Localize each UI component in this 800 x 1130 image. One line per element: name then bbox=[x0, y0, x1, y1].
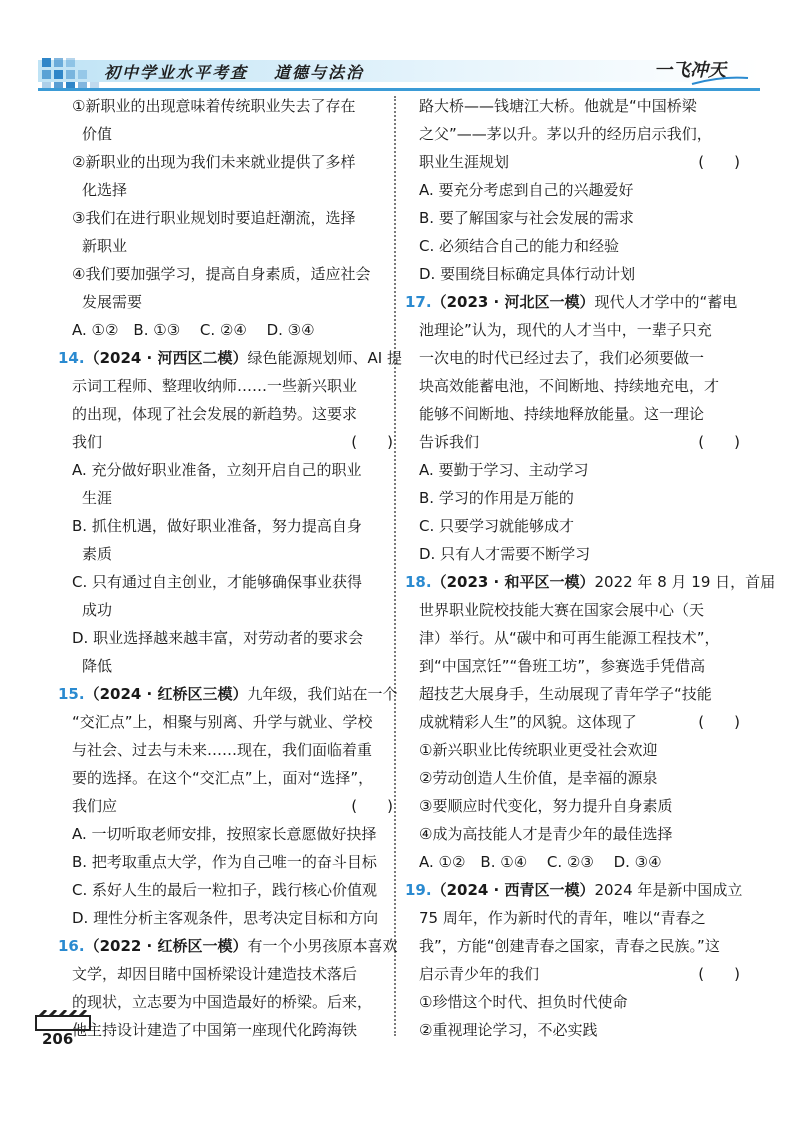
line-text: 绿色能源规划师、AI 提 bbox=[247, 349, 402, 367]
text-line bbox=[82, 596, 393, 624]
page-header bbox=[0, 52, 800, 92]
line-text: 启示青少年的我们 bbox=[419, 965, 540, 983]
text-line bbox=[419, 848, 740, 876]
line-text: 我”，方能“创建青春之国家，青春之民族。”这 bbox=[419, 937, 720, 955]
text-line bbox=[72, 988, 393, 1016]
page-number: 206 bbox=[42, 1030, 74, 1048]
question-stem bbox=[58, 932, 398, 960]
clapboard-icon bbox=[34, 1010, 94, 1032]
line-text: 素质 bbox=[82, 545, 113, 563]
question-source-tag: （2023 · 河北区一模） bbox=[431, 293, 595, 311]
line-text: 有一个小男孩原本喜欢 bbox=[247, 937, 398, 955]
column-divider bbox=[394, 96, 396, 1036]
text-line bbox=[72, 708, 393, 736]
line-text: D. 只有人才需要不断学习 bbox=[419, 545, 591, 563]
text-line bbox=[419, 428, 740, 456]
line-text: B. 抓住机遇，做好职业准备，努力提高自身 bbox=[72, 517, 362, 535]
text-line bbox=[72, 960, 393, 988]
line-text: ②重视理论学习，不必实践 bbox=[419, 1021, 598, 1039]
line-text: D. 理性分析主客观条件，思考决定目标和方向 bbox=[72, 909, 379, 927]
text-line bbox=[72, 764, 393, 792]
text-line bbox=[82, 288, 393, 316]
text-line bbox=[419, 344, 740, 372]
text-line bbox=[419, 260, 740, 288]
text-line bbox=[72, 904, 393, 932]
line-text: C. 系好人生的最后一粒扣子，践行核心价值观 bbox=[72, 881, 378, 899]
answer-blank: ( ) bbox=[351, 433, 393, 451]
header-subject: 道德与法治 bbox=[274, 63, 365, 82]
text-line bbox=[419, 736, 740, 764]
text-line bbox=[419, 176, 740, 204]
text-line bbox=[72, 820, 393, 848]
line-text: C. 只有通过自主创业，才能够确保事业获得 bbox=[72, 573, 363, 591]
question-source-tag: （2022 · 红桥区一模） bbox=[84, 937, 248, 955]
text-line bbox=[82, 176, 393, 204]
page-footer bbox=[34, 1010, 94, 1050]
question-source-tag: （2024 · 红桥区三模） bbox=[84, 685, 248, 703]
line-text: 2022 年 8 月 19 日，首届 bbox=[594, 573, 776, 591]
line-text: 价值 bbox=[82, 125, 113, 143]
text-line bbox=[419, 988, 740, 1016]
line-text: 化选择 bbox=[82, 181, 128, 199]
line-text: 的出现，体现了社会发展的新趋势。这要求 bbox=[72, 405, 358, 423]
text-line bbox=[72, 1016, 393, 1044]
line-text: 池理论”认为，现代的人才当中，一辈子只充 bbox=[419, 321, 712, 339]
text-line bbox=[72, 848, 393, 876]
text-line bbox=[419, 596, 740, 624]
text-line bbox=[72, 372, 393, 400]
question-source-tag: （2024 · 河西区二模） bbox=[84, 349, 248, 367]
text-line bbox=[419, 960, 740, 988]
answer-blank: ( ) bbox=[698, 153, 740, 171]
line-text: 的现状，立志要为中国造最好的桥梁。后来， bbox=[72, 993, 373, 1011]
line-text: 一次电的时代已经过去了，我们必须要做一 bbox=[419, 349, 705, 367]
line-text: 生涯 bbox=[82, 489, 113, 507]
text-line bbox=[419, 204, 740, 232]
line-text: ①新兴职业比传统职业更受社会欢迎 bbox=[419, 741, 658, 759]
text-line bbox=[82, 484, 393, 512]
text-line bbox=[419, 316, 740, 344]
text-line bbox=[419, 148, 740, 176]
text-line bbox=[419, 652, 740, 680]
text-line bbox=[82, 540, 393, 568]
question-source-tag: （2023 · 和平区一模） bbox=[431, 573, 595, 591]
answer-blank: ( ) bbox=[351, 797, 393, 815]
text-line bbox=[419, 372, 740, 400]
text-line bbox=[419, 708, 740, 736]
text-line bbox=[72, 456, 393, 484]
line-text: 要的选择。在这个“交汇点”上，面对“选择”， bbox=[72, 769, 374, 787]
line-text: ④成为高技能人才是青少年的最佳选择 bbox=[419, 825, 673, 843]
line-text: 世界职业院校技能大赛在国家会展中心（天 bbox=[419, 601, 705, 619]
text-line bbox=[72, 428, 393, 456]
line-text: 超技艺大展身手，生动展现了青年学子“技能 bbox=[419, 685, 712, 703]
line-text: 成功 bbox=[82, 601, 113, 619]
line-text: ①新职业的出现意味着传统职业失去了存在 bbox=[72, 97, 356, 115]
text-line bbox=[72, 568, 393, 596]
text-line bbox=[72, 92, 393, 120]
line-text: D. 职业选择越来越丰富，对劳动者的要求会 bbox=[72, 629, 364, 647]
brand-logo: 一飞冲天 bbox=[654, 60, 726, 81]
question-number: 15. bbox=[58, 685, 85, 703]
text-line bbox=[72, 204, 393, 232]
line-text: 之父”——茅以升。茅以升的经历启示我们， bbox=[419, 125, 712, 143]
text-line bbox=[419, 680, 740, 708]
line-text: A. 充分做好职业准备，立刻开启自己的职业 bbox=[72, 461, 362, 479]
line-text: 现代人才学中的“蓄电 bbox=[594, 293, 738, 311]
line-text: A. ①② B. ①③ C. ②④ D. ③④ bbox=[72, 321, 315, 339]
line-text: ③我们在进行职业规划时要追赶潮流，选择 bbox=[72, 209, 356, 227]
text-line bbox=[82, 120, 393, 148]
line-text: 示词工程师、整理收纳师……一些新兴职业 bbox=[72, 377, 358, 395]
line-text: A. ①② B. ①④ C. ②③ D. ③④ bbox=[419, 853, 662, 871]
question-number: 16. bbox=[58, 937, 85, 955]
text-line bbox=[72, 316, 393, 344]
header-underline bbox=[38, 88, 760, 91]
text-line bbox=[72, 148, 393, 176]
text-line bbox=[72, 512, 393, 540]
line-text: 我们应 bbox=[72, 797, 118, 815]
text-line bbox=[72, 260, 393, 288]
text-line bbox=[419, 232, 740, 260]
line-text: ②新职业的出现为我们未来就业提供了多样 bbox=[72, 153, 356, 171]
text-line bbox=[82, 232, 393, 260]
text-line bbox=[72, 400, 393, 428]
text-line bbox=[72, 792, 393, 820]
text-line bbox=[419, 512, 740, 540]
header-squares-decoration bbox=[42, 58, 98, 88]
line-text: ①珍惜这个时代、担负时代使命 bbox=[419, 993, 628, 1011]
text-line bbox=[419, 792, 740, 820]
text-line bbox=[82, 652, 393, 680]
line-text: ④我们要加强学习，提高自身素质，适应社会 bbox=[72, 265, 371, 283]
line-text: 津）举行。从“碳中和可再生能源工程技术”， bbox=[419, 629, 720, 647]
question-stem bbox=[405, 876, 743, 904]
text-line bbox=[419, 540, 740, 568]
line-text: 降低 bbox=[82, 657, 113, 675]
line-text: A. 要勤于学习、主动学习 bbox=[419, 461, 589, 479]
text-line bbox=[72, 736, 393, 764]
line-text: C. 只要学习就能够成才 bbox=[419, 517, 575, 535]
question-number: 14. bbox=[58, 349, 85, 367]
line-text: B. 要了解国家与社会发展的需求 bbox=[419, 209, 634, 227]
question-stem bbox=[405, 568, 776, 596]
line-text: C. 必须结合自己的能力和经验 bbox=[419, 237, 620, 255]
text-line bbox=[419, 932, 740, 960]
line-text: ②劳动创造人生价值，是幸福的源泉 bbox=[419, 769, 658, 787]
line-text: 到“中国烹饪”“鲁班工坊”，参赛选手凭借高 bbox=[419, 657, 706, 675]
text-line bbox=[419, 904, 740, 932]
line-text: 职业生涯规划 bbox=[419, 153, 510, 171]
line-text: 路大桥——钱塘江大桥。他就是“中国桥梁 bbox=[419, 97, 697, 115]
answer-blank: ( ) bbox=[698, 965, 740, 983]
line-text: B. 学习的作用是万能的 bbox=[419, 489, 574, 507]
line-text: 2024 年是新中国成立 bbox=[594, 881, 743, 899]
text-line bbox=[419, 120, 740, 148]
text-line bbox=[419, 624, 740, 652]
line-text: 75 周年，作为新时代的青年，唯以“青春之 bbox=[419, 909, 706, 927]
line-text: 发展需要 bbox=[82, 293, 143, 311]
question-stem bbox=[405, 288, 740, 316]
text-line bbox=[419, 820, 740, 848]
text-line bbox=[419, 456, 740, 484]
question-number: 17. bbox=[405, 293, 432, 311]
line-text: 文学，却因目睹中国桥梁设计建造技术落后 bbox=[72, 965, 358, 983]
line-text: 成就精彩人生”的风貌。这体现了 bbox=[419, 713, 637, 731]
line-text: 九年级，我们站在一个 bbox=[247, 685, 398, 703]
question-number: 18. bbox=[405, 573, 432, 591]
text-line bbox=[419, 484, 740, 512]
line-text: 告诉我们 bbox=[419, 433, 480, 451]
line-text: 块高效能蓄电池，不间断地、持续地充电，才 bbox=[419, 377, 720, 395]
line-text: ③要顺应时代变化，努力提升自身素质 bbox=[419, 797, 673, 815]
line-text: 我们 bbox=[72, 433, 103, 451]
text-line bbox=[72, 876, 393, 904]
line-text: B. 把考取重点大学，作为自己唯一的奋斗目标 bbox=[72, 853, 377, 871]
text-line bbox=[419, 764, 740, 792]
line-text: 与社会、过去与未来……现在，我们面临着重 bbox=[72, 741, 373, 759]
text-line bbox=[419, 1016, 740, 1044]
question-number: 19. bbox=[405, 881, 432, 899]
line-text: D. 要围绕目标确定具体行动计划 bbox=[419, 265, 636, 283]
line-text: 他主持设计建造了中国第一座现代化跨海铁 bbox=[72, 1021, 358, 1039]
text-line bbox=[72, 624, 393, 652]
question-source-tag: （2024 · 西青区一模） bbox=[431, 881, 595, 899]
text-line bbox=[419, 92, 740, 120]
brand-swoosh-icon bbox=[690, 76, 750, 86]
question-stem bbox=[58, 680, 398, 708]
line-text: A. 要充分考虑到自己的兴趣爱好 bbox=[419, 181, 634, 199]
question-stem bbox=[58, 344, 402, 372]
line-text: 新职业 bbox=[82, 237, 128, 255]
line-text: 能够不间断地、持续地释放能量。这一理论 bbox=[419, 405, 705, 423]
line-text: A. 一切听取老师安排，按照家长意愿做好抉择 bbox=[72, 825, 377, 843]
answer-blank: ( ) bbox=[698, 713, 740, 731]
text-line bbox=[419, 400, 740, 428]
answer-blank: ( ) bbox=[698, 433, 740, 451]
header-title: 初中学业水平考查 bbox=[104, 63, 249, 82]
line-text: “交汇点”上，相聚与别离、升学与就业、学校 bbox=[72, 713, 373, 731]
